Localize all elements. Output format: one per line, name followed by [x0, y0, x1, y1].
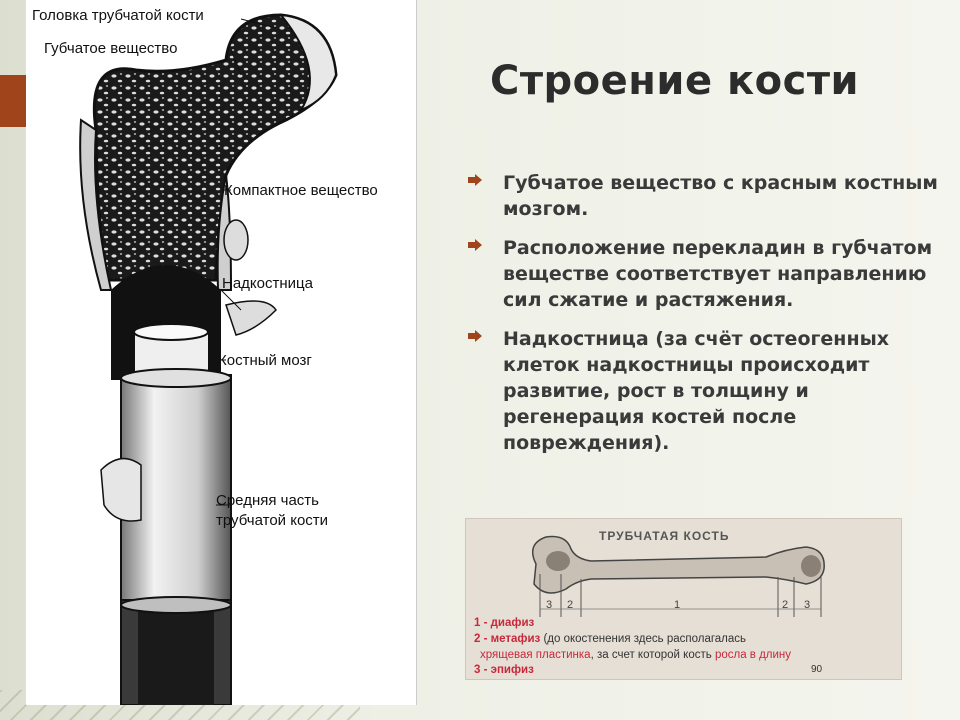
- slide-title: Строение кости: [490, 58, 860, 104]
- label-compact-substance: Компактное вещество: [224, 182, 378, 199]
- arrow-bullet-icon: [468, 174, 482, 186]
- legend-growth-plate: [480, 649, 791, 661]
- tubular-bone-figure: [465, 518, 902, 680]
- legend-metaphysis-desc: (до окостенения здесь располагалась: [540, 633, 747, 645]
- legend-epiphysis-text: 3 - эпифиз: [474, 664, 534, 676]
- bullet-item: [468, 235, 938, 313]
- page-number: 90: [811, 664, 823, 675]
- segment-number: 3: [546, 599, 553, 611]
- bullet-text: Губчатое вещество с красным костным мозгом.: [503, 172, 938, 220]
- segment-number: 2: [567, 599, 574, 611]
- bone-structure-illustration: [26, 0, 417, 705]
- legend-length-growth: росла в длину: [714, 649, 792, 661]
- bullet-item: [468, 170, 938, 222]
- legend-metaphysis: [474, 633, 746, 645]
- bullet-text: Надкостница (за счёт остеогенных клеток надкостницы происходит развитие, рост в толщину и регенерация костей после повреждения).: [503, 328, 890, 454]
- label-middle-part-2: трубчатой кости: [216, 512, 329, 529]
- label-bone-head: Головка трубчатой кости: [32, 7, 204, 24]
- arrow-bullet-icon: [468, 330, 482, 342]
- segment-number: 3: [804, 599, 811, 611]
- legend-cartilage-plate: хрящевая пластинка: [480, 649, 591, 661]
- segment-number: 1: [674, 599, 681, 611]
- bullet-item: [468, 326, 938, 456]
- legend-growth-desc: , за счет которой кость: [590, 649, 715, 661]
- tubular-bone-title: ТРУБЧАТАЯ КОСТЬ: [599, 529, 730, 543]
- legend-diaphysis-text: 1 - диафиз: [474, 617, 535, 629]
- label-periosteum: Надкостница: [222, 275, 313, 292]
- bullet-text: Расположение перекладин в губчатом веществе соответствует направлению сил сжатие и растяжения.: [503, 237, 933, 311]
- bullet-list: [468, 170, 938, 469]
- label-spongy-substance: Губчатое вещество: [44, 40, 178, 57]
- label-bone-marrow: Костный мозг: [218, 352, 312, 369]
- arrow-bullet-icon: [468, 239, 482, 251]
- accent-bar: [0, 75, 26, 127]
- legend-epiphysis: [474, 664, 534, 676]
- legend-metaphysis-term: 2 - метафиз: [474, 633, 541, 645]
- segment-number: 2: [782, 599, 789, 611]
- legend-diaphysis: [474, 617, 534, 629]
- label-middle-part-1: Средняя часть: [216, 492, 319, 509]
